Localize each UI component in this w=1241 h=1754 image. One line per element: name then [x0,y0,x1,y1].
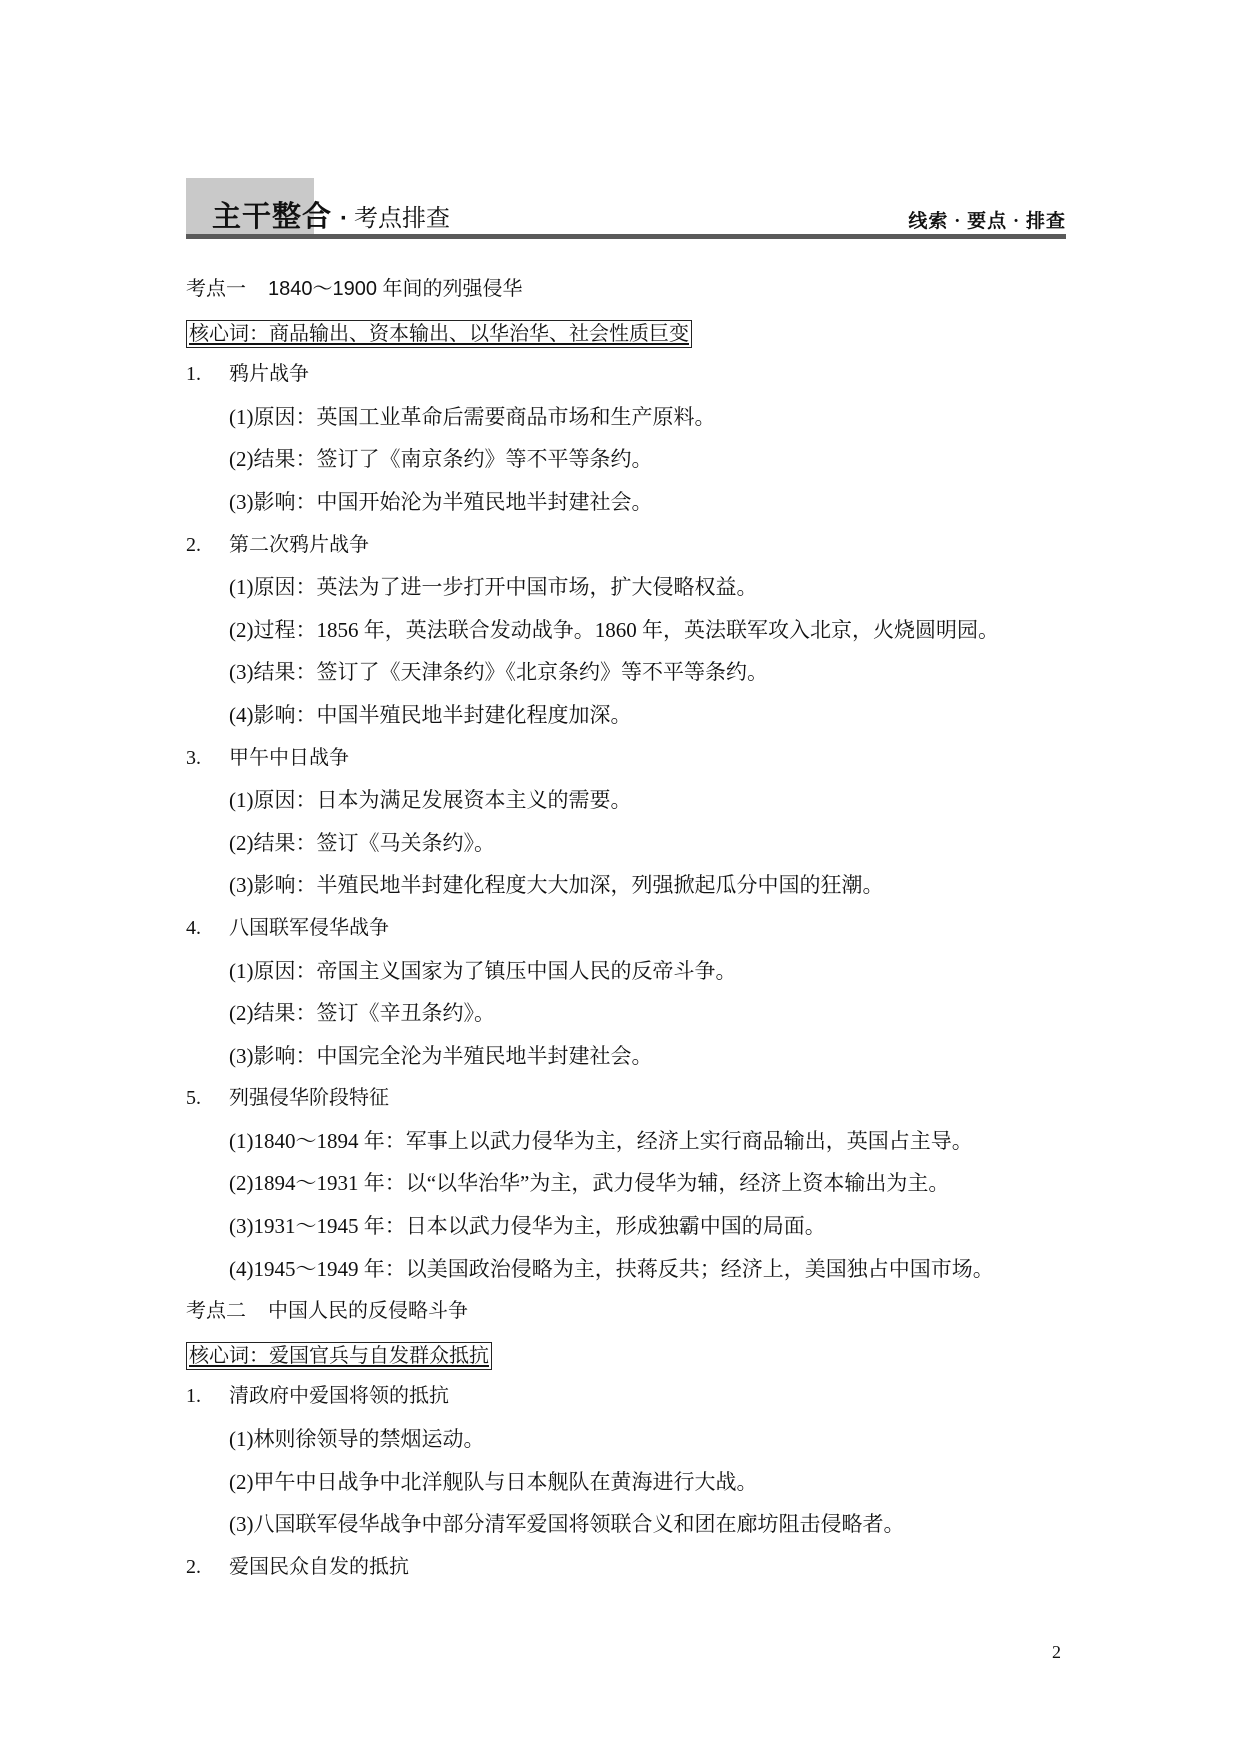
item-number: 5. [186,1087,201,1110]
point-text: (3)影响：中国开始沦为半殖民地半封建社会。 [229,489,653,514]
keyword-box: 核心词：商品输出、资本输出、以华治华、社会性质巨变 [186,320,692,348]
document-body [186,268,1066,1588]
item-title: 甲午中日战争 [229,746,349,769]
section-heading [186,1290,1066,1333]
point-text: (1)林则徐领导的禁烟运动。 [229,1427,485,1452]
item-number: 3. [186,746,201,769]
item-title: 第二次鸦片战争 [229,533,369,556]
section-heading [186,268,1066,311]
header-rule [186,234,1066,239]
point-text: (2)过程：1856 年，英法联合发动战争。1860 年，英法联军攻入北京，火烧圆明园。 [229,617,999,642]
section-title: 中国人民的反侵略斗争 [268,1300,468,1323]
point-text: (1)原因：英国工业革命后需要商品市场和生产原料。 [229,404,716,429]
item-heading [186,737,1066,780]
point-text: (2)结果：签订《马关条约》。 [229,830,495,855]
keyword-line [186,1333,1066,1376]
keyword-line [186,311,1066,354]
header-title-sub: 考点排查 [354,205,451,232]
item-title: 鸦片战争 [229,363,309,386]
section-label: 考点一 [186,278,246,300]
point-text: (2)甲午中日战争中北洋舰队与日本舰队在黄海进行大战。 [229,1469,758,1494]
point-text: (3)结果：签订了《天津条约》《北京条约》等不平等条约。 [229,660,768,685]
point-text: (1)原因：帝国主义国家为了镇压中国人民的反帝斗争。 [229,958,737,983]
point-text: (3)1931～1945 年：日本以武力侵华为主，形成独霸中国的局面。 [229,1214,826,1239]
page-number: 2 [1052,1642,1061,1662]
item-heading [186,1546,1066,1589]
point-text: (4)1945～1949 年：以美国政治侵略为主，扶蒋反共；经济上，美国独占中国市场。 [229,1256,994,1281]
header-title-main: 主干整合 [212,201,333,233]
section-title: 1840～1900 年间的列强侵华 [268,278,523,300]
point-text: (2)1894～1931 年：以“以华治华”为主，武力侵华为辅，经济上资本输出为主。 [229,1171,950,1196]
item-title: 爱国民众自发的抵抗 [229,1555,409,1578]
point-text: (2)结果：签订《辛丑条约》。 [229,1001,495,1026]
item-heading [186,907,1066,950]
section-label: 考点二 [186,1300,246,1323]
item-number: 1. [186,1385,201,1408]
header-title [212,194,450,235]
item-number: 2. [186,533,201,556]
keyword-box: 核心词：爱国官兵与自发群众抵抗 [186,1342,492,1370]
point-text: (3)八国联军侵华战争中部分清军爱国将领联合义和团在廊坊阻击侵略者。 [229,1512,905,1537]
header-right-label: 线索 · 要点 · 排查 [908,211,1066,232]
point-text: (3)影响：半殖民地半封建化程度大大加深，列强掀起瓜分中国的狂潮。 [229,873,884,898]
item-title: 八国联军侵华战争 [229,916,389,939]
item-heading [186,1077,1066,1120]
item-number: 2. [186,1555,201,1578]
item-title: 列强侵华阶段特征 [229,1087,389,1110]
point-text: (1)1840～1894 年：军事上以武力侵华为主，经济上实行商品输出，英国占主导。 [229,1128,973,1153]
page-header [186,170,1066,240]
point-text: (1)原因：英法为了进一步打开中国市场，扩大侵略权益。 [229,575,758,600]
point-text: (4)影响：中国半殖民地半封建化程度加深。 [229,702,632,727]
item-heading [186,1375,1066,1418]
item-heading [186,353,1066,396]
header-title-dot: · [340,205,349,232]
item-number: 4. [186,916,201,939]
point-text: (2)结果：签订了《南京条约》等不平等条约。 [229,447,653,472]
item-heading [186,524,1066,567]
item-number: 1. [186,363,201,386]
point-text: (3)影响：中国完全沦为半殖民地半封建社会。 [229,1043,653,1068]
item-title: 清政府中爱国将领的抵抗 [229,1385,449,1408]
point-text: (1)原因：日本为满足发展资本主义的需要。 [229,788,632,813]
